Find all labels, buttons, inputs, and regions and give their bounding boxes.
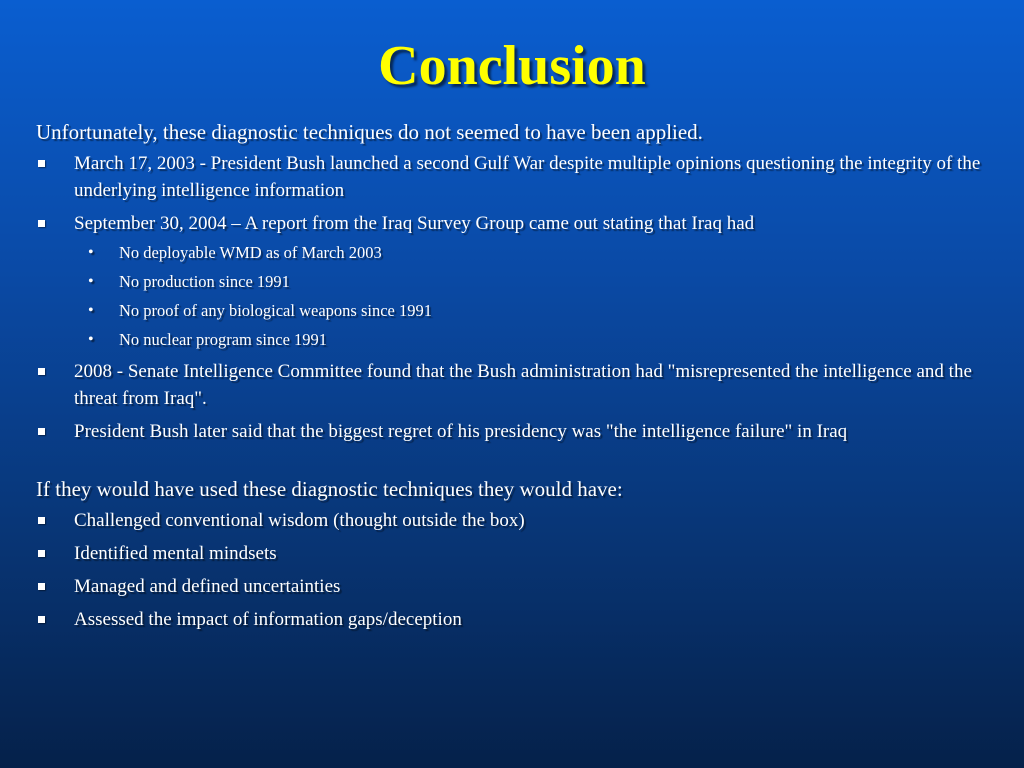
- list-item-text: Managed and defined uncertainties: [74, 576, 341, 597]
- list-item-text: September 30, 2004 – A report from the Iraq Survey Group came out stating that Iraq had: [74, 213, 755, 234]
- square-bullet-icon: [38, 368, 45, 375]
- bullet-list-1: [36, 150, 986, 445]
- list-item: [36, 418, 986, 445]
- list-item-text: Assessed the impact of information gaps/deception: [74, 609, 462, 630]
- bullet-list-2: [36, 507, 986, 633]
- sub-list-item: [74, 241, 986, 265]
- slide-content: [36, 118, 986, 639]
- dot-bullet-icon: •: [88, 302, 94, 319]
- list-item: [36, 507, 986, 534]
- sub-list-item: [74, 328, 986, 352]
- list-item: [36, 358, 986, 412]
- square-bullet-icon: [38, 220, 45, 227]
- dot-bullet-icon: •: [88, 331, 94, 348]
- square-bullet-icon: [38, 583, 45, 590]
- intro-text-2: If they would have used these diagnostic techniques they would have:: [36, 477, 623, 501]
- list-item-text: 2008 - Senate Intelligence Committee found that the Bush administration had "misrepresented the intelligence and the threat from Iraq".: [74, 361, 972, 409]
- list-item: [36, 540, 986, 567]
- slide-title: Conclusion: [378, 35, 646, 97]
- sub-list-item: [74, 270, 986, 294]
- sub-list-item-text: No proof of any biological weapons since 1991: [119, 301, 432, 320]
- dot-bullet-icon: •: [88, 273, 94, 290]
- list-item-text: President Bush later said that the biggest regret of his presidency was "the intelligence failure" in Iraq: [74, 421, 848, 442]
- dot-bullet-icon: •: [88, 244, 94, 261]
- square-bullet-icon: [38, 160, 45, 167]
- square-bullet-icon: [38, 517, 45, 524]
- list-item: [36, 150, 986, 204]
- list-item-text: Identified mental mindsets: [74, 543, 277, 564]
- square-bullet-icon: [38, 428, 45, 435]
- sub-list-item-text: No deployable WMD as of March 2003: [119, 243, 382, 262]
- sub-list-item: [74, 299, 986, 323]
- sub-bullet-list: [74, 241, 986, 352]
- list-item: [36, 210, 986, 352]
- list-item-text: Challenged conventional wisdom (thought outside the box): [74, 510, 525, 531]
- sub-list-item-text: No nuclear program since 1991: [119, 330, 328, 349]
- sub-list-item-text: No production since 1991: [119, 272, 290, 291]
- list-item-text: March 17, 2003 - President Bush launched a second Gulf War despite multiple opinions questioning the integrity of the underlying intelligence information: [74, 153, 981, 201]
- list-item: [36, 606, 986, 633]
- square-bullet-icon: [38, 550, 45, 557]
- list-item: [36, 573, 986, 600]
- square-bullet-icon: [38, 616, 45, 623]
- intro-text: Unfortunately, these diagnostic techniques do not seemed to have been applied.: [36, 120, 703, 144]
